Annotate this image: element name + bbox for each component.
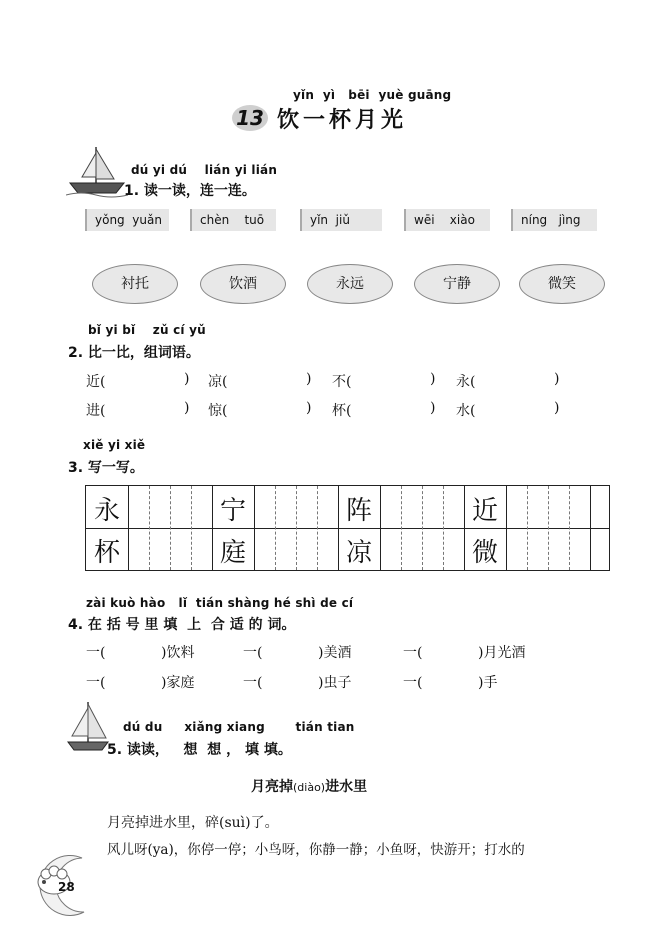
word-blank[interactable]: 不( — [332, 374, 352, 390]
word-blank[interactable]: 一( — [403, 675, 423, 691]
close-paren: ) — [306, 371, 312, 387]
sailboat-icon — [66, 700, 110, 756]
word-blank-suffix: )虫子 — [318, 675, 352, 691]
sailboat-icon — [66, 143, 128, 199]
grid-char: 阵 — [345, 496, 372, 526]
word-blank[interactable]: 一( — [243, 675, 263, 691]
story-line-2: 风儿呀(ya)，你停一停；小鸟呀，你静一静；小鱼呀，快游开；打水的 — [107, 842, 525, 858]
grid-char: 微 — [471, 538, 498, 568]
q3-pinyin: xiě yi xiě — [83, 438, 146, 452]
q4-heading: 4. 在 括 号 里 填 上 合 适 的 词。 — [68, 617, 296, 633]
word-blank[interactable]: 一( — [86, 645, 106, 661]
pinyin-box: wēi xiào — [404, 209, 490, 231]
word-blank-suffix: )月光酒 — [478, 645, 526, 661]
grid-char: 庭 — [219, 538, 246, 568]
close-paren: ) — [184, 400, 190, 416]
q3-heading: 3. 写一写。 — [68, 460, 144, 476]
q5-heading: 5. 读读， 想 想 ， 填 填。 — [107, 742, 292, 758]
grid-char: 永 — [93, 496, 120, 526]
q5-pinyin: dú du xiǎng xiang tián tian — [123, 720, 355, 734]
page-number: 28 — [58, 880, 75, 894]
close-paren: ) — [184, 371, 190, 387]
close-paren: ) — [430, 400, 436, 416]
word-blank-suffix: )家庭 — [161, 675, 195, 691]
close-paren: ) — [554, 400, 560, 416]
story-line-1: 月亮掉进水里，碎(suì)了。 — [107, 815, 279, 831]
title-pinyin: yǐn yì bēi yuè guāng — [293, 88, 452, 102]
word-oval[interactable]: 衬托 — [92, 264, 178, 304]
word-blank-suffix: )饮料 — [161, 645, 195, 661]
word-blank[interactable]: 惊( — [208, 403, 228, 419]
story-title-a: 月亮掉 — [251, 779, 293, 795]
word-blank[interactable]: 近( — [86, 374, 106, 390]
word-oval[interactable]: 微笑 — [519, 264, 605, 304]
word-blank[interactable]: 一( — [243, 645, 263, 661]
close-paren: ) — [430, 371, 436, 387]
story-title-b: 进水里 — [325, 779, 368, 795]
pinyin-box: yǒng yuǎn — [85, 209, 169, 231]
word-blank[interactable]: 一( — [403, 645, 423, 661]
lesson-number: 13 — [236, 106, 264, 130]
q2-pinyin: bǐ yi bǐ zǔ cí yǔ — [88, 323, 206, 337]
word-blank[interactable]: 杯( — [332, 403, 352, 419]
q1-heading: 1. 读一读，连一连。 — [124, 183, 256, 199]
q4-pinyin: zài kuò hào lǐ tián shàng hé shì de cí — [86, 596, 354, 610]
word-blank-suffix: )美酒 — [318, 645, 352, 661]
word-blank-suffix: )手 — [478, 675, 498, 691]
word-blank[interactable]: 凉( — [208, 374, 228, 390]
lesson-number-badge — [232, 105, 268, 131]
lesson-title: 饮一杯月光 — [277, 107, 408, 133]
word-oval[interactable]: 宁静 — [414, 264, 500, 304]
word-blank[interactable]: 进( — [86, 403, 106, 419]
writing-grid[interactable] — [85, 485, 610, 571]
pinyin-box: yǐn jiǔ — [300, 209, 382, 231]
grid-char: 近 — [471, 496, 498, 526]
q2-heading: 2. 比一比，组词语。 — [68, 345, 200, 361]
word-oval[interactable]: 永远 — [307, 264, 393, 304]
grid-char: 杯 — [93, 538, 120, 568]
word-blank[interactable]: 永( — [456, 374, 476, 390]
close-paren: ) — [306, 400, 312, 416]
story-title-pinyin: (diào) — [293, 781, 326, 794]
grid-char: 宁 — [219, 496, 246, 526]
story-title — [251, 776, 367, 796]
word-blank[interactable]: 水( — [456, 403, 476, 419]
word-blank[interactable]: 一( — [86, 675, 106, 691]
grid-char: 凉 — [345, 538, 372, 568]
q1-pinyin: dú yi dú lián yi lián — [131, 163, 278, 177]
word-oval[interactable]: 饮酒 — [200, 264, 286, 304]
pinyin-box: níng jìng — [511, 209, 597, 231]
close-paren: ) — [554, 371, 560, 387]
pinyin-box: chèn tuō — [190, 209, 276, 231]
